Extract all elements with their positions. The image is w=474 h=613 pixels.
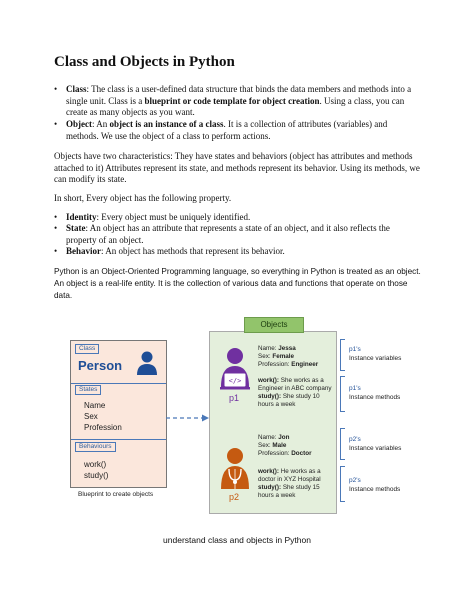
figure-caption: understand class and objects in Python (163, 535, 311, 545)
page-title: Class and Objects in Python (54, 54, 235, 70)
bullet-bold: blueprint or code template for object creation (144, 95, 320, 106)
blueprint-caption: Blueprint to create objects (78, 491, 154, 498)
bullet-behavior (66, 246, 422, 258)
bullet-text: : Every object must be uniquely identified. (96, 212, 251, 222)
value: She works as a Engineer in ABC company (258, 377, 332, 392)
key: Sex: (258, 353, 273, 360)
paragraph-python-oop: Python is an Object-Oriented Programming language, so everything in Python is treated as an object. An object is a real-life entity. It is the collection of various data and functions that operate on those data. (54, 267, 421, 300)
brace (340, 376, 345, 412)
p1-label: p1 (229, 393, 240, 403)
side-label-text: Instance variables (349, 354, 402, 362)
p1-attributes (258, 345, 333, 369)
class-tag: Class (75, 344, 99, 354)
bullet-term: State (66, 223, 86, 233)
p1-methods (258, 377, 334, 409)
dashed-arrow (166, 413, 210, 423)
state-name: Name (84, 401, 106, 410)
value: Doctor (291, 450, 312, 457)
class-name: Person (78, 358, 123, 373)
side-label-p1-vars (349, 346, 401, 363)
bullet-text: : The class is a user-defined data structure that binds the data members and methods into a single unit. Class is a (66, 84, 412, 106)
brace (340, 466, 345, 502)
value: He works as a doctor in XYZ Hospital (258, 468, 321, 483)
bullet-term: Identity (66, 212, 97, 222)
side-label-text: Instance methods (349, 485, 401, 493)
brace (340, 428, 345, 460)
bullet-text: : An (92, 119, 110, 129)
bullet-identity (66, 212, 422, 224)
value: Jon (278, 434, 290, 441)
paragraph-in-short: In short, Every object has the following property. (54, 193, 232, 203)
key: Name: (258, 434, 279, 441)
key: Profession: (258, 361, 292, 368)
bullet-class (66, 84, 422, 119)
person-icon (136, 350, 158, 376)
value: Male (272, 442, 287, 449)
paragraph-characteristics: Objects have two characteristics: They have states and behaviors (object has attributes and methods attached to it) Attributes represent its state, and methods represent its behavior. Using its methods, we can modify its state. (54, 151, 420, 184)
side-label-p2-methods (349, 477, 400, 494)
bullet-term: Object (66, 119, 92, 129)
developer-icon (218, 347, 252, 393)
side-label-p1-methods (349, 385, 400, 402)
p2-attributes (258, 434, 333, 458)
side-label-owner: p2's (349, 436, 361, 443)
value: Jessa (278, 345, 296, 352)
objects-header: Objects (244, 317, 304, 333)
side-label-p2-vars (349, 436, 401, 453)
side-label-owner: p1's (349, 346, 361, 353)
key: Sex: (258, 442, 273, 449)
bullet-object (66, 119, 422, 142)
side-label-owner: p1's (349, 385, 361, 392)
states-tag: States (75, 385, 101, 395)
behaviour-work: work() (84, 460, 107, 469)
bullet-text: . It is a collection of attributes (variables) and methods. We use the object of a class to perform actions. (66, 119, 388, 141)
value: She study 10 hours a week (258, 393, 320, 408)
key: work(): (258, 377, 279, 384)
key: Profession: (258, 450, 292, 457)
p2-methods (258, 468, 334, 500)
bullet-state (66, 223, 422, 246)
divider (71, 439, 166, 440)
bullet-text: . Using a class, you can create as many objects as you want. (66, 95, 405, 117)
svg-text:</>: </> (228, 377, 242, 385)
bullet-term: Behavior (66, 246, 101, 256)
bullet-bold: object is an instance of a class (109, 119, 224, 129)
value: Engineer (291, 361, 319, 368)
key: study(): (258, 393, 282, 400)
state-profession: Profession (84, 423, 122, 432)
divider (71, 383, 166, 384)
brace (340, 339, 345, 371)
behaviours-tag: Behaviours (75, 442, 116, 452)
doctor-icon (218, 447, 252, 493)
key: study(): (258, 484, 282, 491)
side-label-owner: p2's (349, 477, 361, 484)
bullet-text: : An object has methods that represent its behavior. (101, 246, 285, 256)
side-label-text: Instance variables (349, 444, 402, 452)
value: Female (272, 353, 295, 360)
state-sex: Sex (84, 412, 98, 421)
value: She study 15 hours a week (258, 484, 320, 499)
p2-label: p2 (229, 492, 240, 502)
bullet-text: : An object has an attribute that represents a state of an object, and it also reflects the property of an object. (66, 223, 390, 245)
key: Name: (258, 345, 279, 352)
bullet-term: Class (66, 84, 87, 94)
side-label-text: Instance methods (349, 393, 401, 401)
key: work(): (258, 468, 279, 475)
behaviour-study: study() (84, 471, 109, 480)
